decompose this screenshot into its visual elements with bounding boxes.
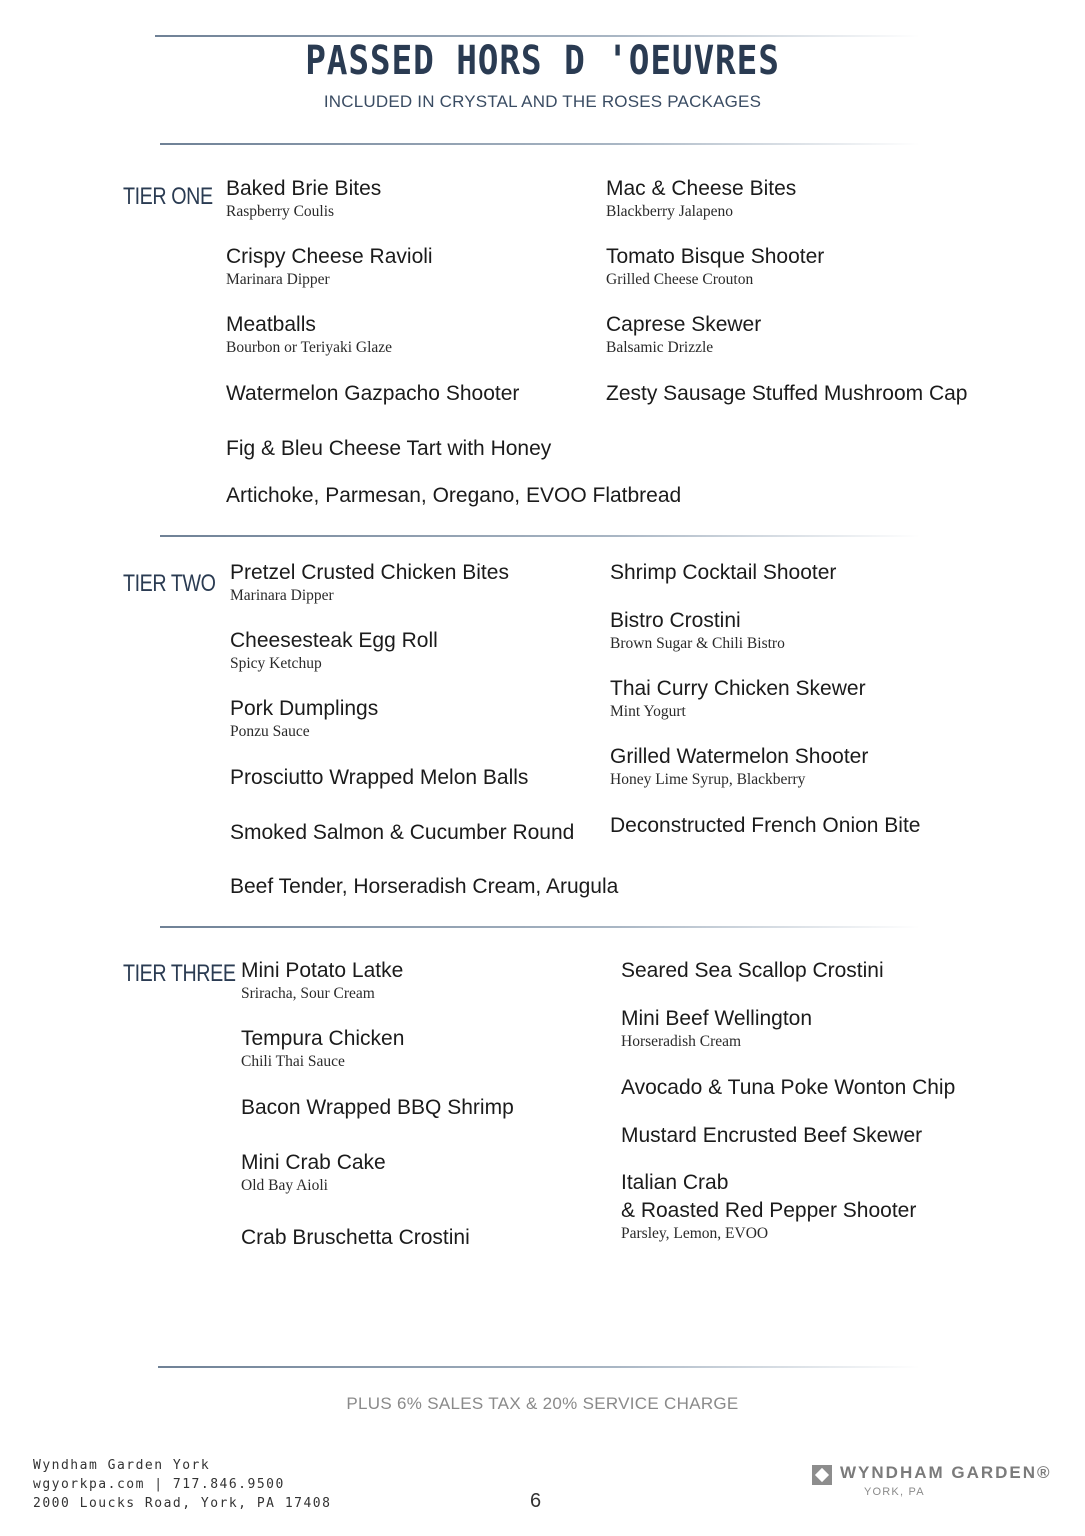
- item-description: Blackberry Jalapeno: [606, 203, 733, 220]
- menu-item: [621, 1123, 922, 1149]
- menu-item: [606, 244, 824, 290]
- item-name: Smoked Salmon & Cucumber Round: [230, 821, 575, 844]
- tier-three-label: TIER THREE: [123, 960, 236, 987]
- footer-address: 2000 Loucks Road, York, PA 17408: [33, 1496, 332, 1511]
- item-description: Raspberry Coulis: [226, 203, 335, 220]
- menu-item: [230, 820, 574, 846]
- menu-item: [621, 958, 884, 984]
- menu-item: [241, 1095, 514, 1121]
- item-name: Crispy Cheese Ravioli: [226, 245, 433, 268]
- menu-item: [230, 560, 509, 606]
- item-name: Mustard Encrusted Beef Skewer: [621, 1124, 923, 1147]
- menu-item: [226, 436, 551, 462]
- menu-item: [226, 381, 519, 407]
- menu-item: [610, 608, 785, 654]
- page-title: PASSED HORS D 'OEUVRES: [305, 38, 780, 84]
- brand-logo: [812, 1463, 1062, 1503]
- item-name: Crab Bruschetta Crostini: [241, 1226, 470, 1249]
- menu-item: [226, 244, 433, 290]
- item-description: Marinara Dipper: [226, 271, 330, 288]
- item-name: Avocado & Tuna Poke Wonton Chip: [621, 1076, 956, 1099]
- item-description: Balsamic Drizzle: [606, 339, 714, 356]
- menu-item: [226, 176, 381, 222]
- menu-item: [230, 765, 528, 791]
- item-description: Old Bay Aioli: [241, 1177, 328, 1194]
- item-description: Ponzu Sauce: [230, 723, 310, 740]
- item-description: Mint Yogurt: [610, 703, 686, 720]
- menu-item: [241, 1150, 386, 1196]
- item-description: Sriracha, Sour Cream: [241, 985, 375, 1002]
- footer-contact: wgyorkpa.com | 717.846.9500: [33, 1477, 285, 1492]
- item-name: Prosciutto Wrapped Melon Balls: [230, 766, 529, 789]
- item-name: Pretzel Crusted Chicken Bites: [230, 561, 509, 584]
- item-name: Bistro Crostini: [610, 609, 741, 632]
- item-description: Chili Thai Sauce: [241, 1053, 345, 1070]
- menu-item: [230, 696, 378, 742]
- item-name: Grilled Watermelon Shooter: [610, 745, 869, 768]
- footer-venue-name: Wyndham Garden York: [33, 1458, 211, 1473]
- menu-item: [621, 1170, 728, 1196]
- item-name: Zesty Sausage Stuffed Mushroom Cap: [606, 382, 968, 405]
- item-name: Shrimp Cocktail Shooter: [610, 561, 837, 584]
- logo-mark-icon: [812, 1465, 832, 1485]
- item-name: Mac & Cheese Bites: [606, 177, 797, 200]
- menu-item: [610, 813, 921, 839]
- item-name: Italian Crab: [621, 1171, 729, 1194]
- item-name: & Roasted Red Pepper Shooter: [621, 1199, 917, 1222]
- item-name: Watermelon Gazpacho Shooter: [226, 382, 520, 405]
- menu-item: [621, 1006, 812, 1052]
- menu-item: [610, 744, 868, 790]
- item-description: Honey Lime Syrup, Blackberry: [610, 771, 806, 788]
- item-description: Horseradish Cream: [621, 1033, 742, 1050]
- tier-one-label: TIER ONE: [123, 183, 213, 210]
- item-name: Tempura Chicken: [241, 1027, 405, 1050]
- menu-item: [606, 381, 967, 407]
- item-name: Fig & Bleu Cheese Tart with Honey: [226, 437, 552, 460]
- tier-divider: [160, 535, 920, 537]
- item-description: Marinara Dipper: [230, 587, 334, 604]
- footer-divider: [158, 1366, 920, 1368]
- tax-note: PLUS 6% SALES TAX & 20% SERVICE CHARGE: [346, 1394, 739, 1413]
- menu-item: [230, 874, 618, 900]
- menu-item: [606, 176, 796, 222]
- item-name: Bacon Wrapped BBQ Shrimp: [241, 1096, 514, 1119]
- page-subtitle: INCLUDED IN CRYSTAL AND THE ROSES PACKAGES: [323, 92, 762, 111]
- menu-item: [610, 560, 836, 586]
- menu-item: [241, 958, 403, 1004]
- logo-text: WYNDHAM GARDEN®: [840, 1463, 1052, 1482]
- menu-item: [610, 676, 866, 722]
- menu-item: [241, 1026, 404, 1072]
- header-divider: [160, 143, 920, 145]
- item-name: Thai Curry Chicken Skewer: [610, 677, 866, 700]
- menu-item: [230, 628, 438, 674]
- item-description: Bourbon or Teriyaki Glaze: [226, 339, 393, 356]
- item-name: Baked Brie Bites: [226, 177, 382, 200]
- item-description: Parsley, Lemon, EVOO: [621, 1225, 769, 1242]
- item-name: Caprese Skewer: [606, 313, 762, 336]
- item-description: Brown Sugar & Chili Bistro: [610, 635, 785, 652]
- tier-two-label: TIER TWO: [123, 570, 216, 597]
- item-name: Mini Potato Latke: [241, 959, 404, 982]
- item-name: Tomato Bisque Shooter: [606, 245, 825, 268]
- menu-item: [226, 312, 392, 358]
- item-name: Meatballs: [226, 313, 316, 336]
- menu-item: [241, 1225, 470, 1251]
- item-description: Spicy Ketchup: [230, 655, 322, 672]
- menu-item: [621, 1075, 955, 1101]
- item-name: Cheesesteak Egg Roll: [230, 629, 438, 652]
- item-name: Mini Beef Wellington: [621, 1007, 813, 1030]
- item-name: Pork Dumplings: [230, 697, 379, 720]
- page-number: 6: [530, 1490, 542, 1512]
- item-name: Seared Sea Scallop Crostini: [621, 959, 884, 982]
- item-name: Beef Tender, Horseradish Cream, Arugula: [230, 875, 619, 898]
- menu-item: [606, 312, 761, 358]
- item-description: Grilled Cheese Crouton: [606, 271, 754, 288]
- menu-item: [226, 483, 681, 509]
- top-rule: [155, 35, 920, 37]
- tier-divider: [160, 926, 920, 928]
- logo-city: YORK, PA: [864, 1486, 925, 1498]
- menu-item: [621, 1198, 916, 1244]
- item-name: Artichoke, Parmesan, Oregano, EVOO Flatbread: [226, 484, 682, 507]
- item-name: Deconstructed French Onion Bite: [610, 814, 921, 837]
- item-name: Mini Crab Cake: [241, 1151, 386, 1174]
